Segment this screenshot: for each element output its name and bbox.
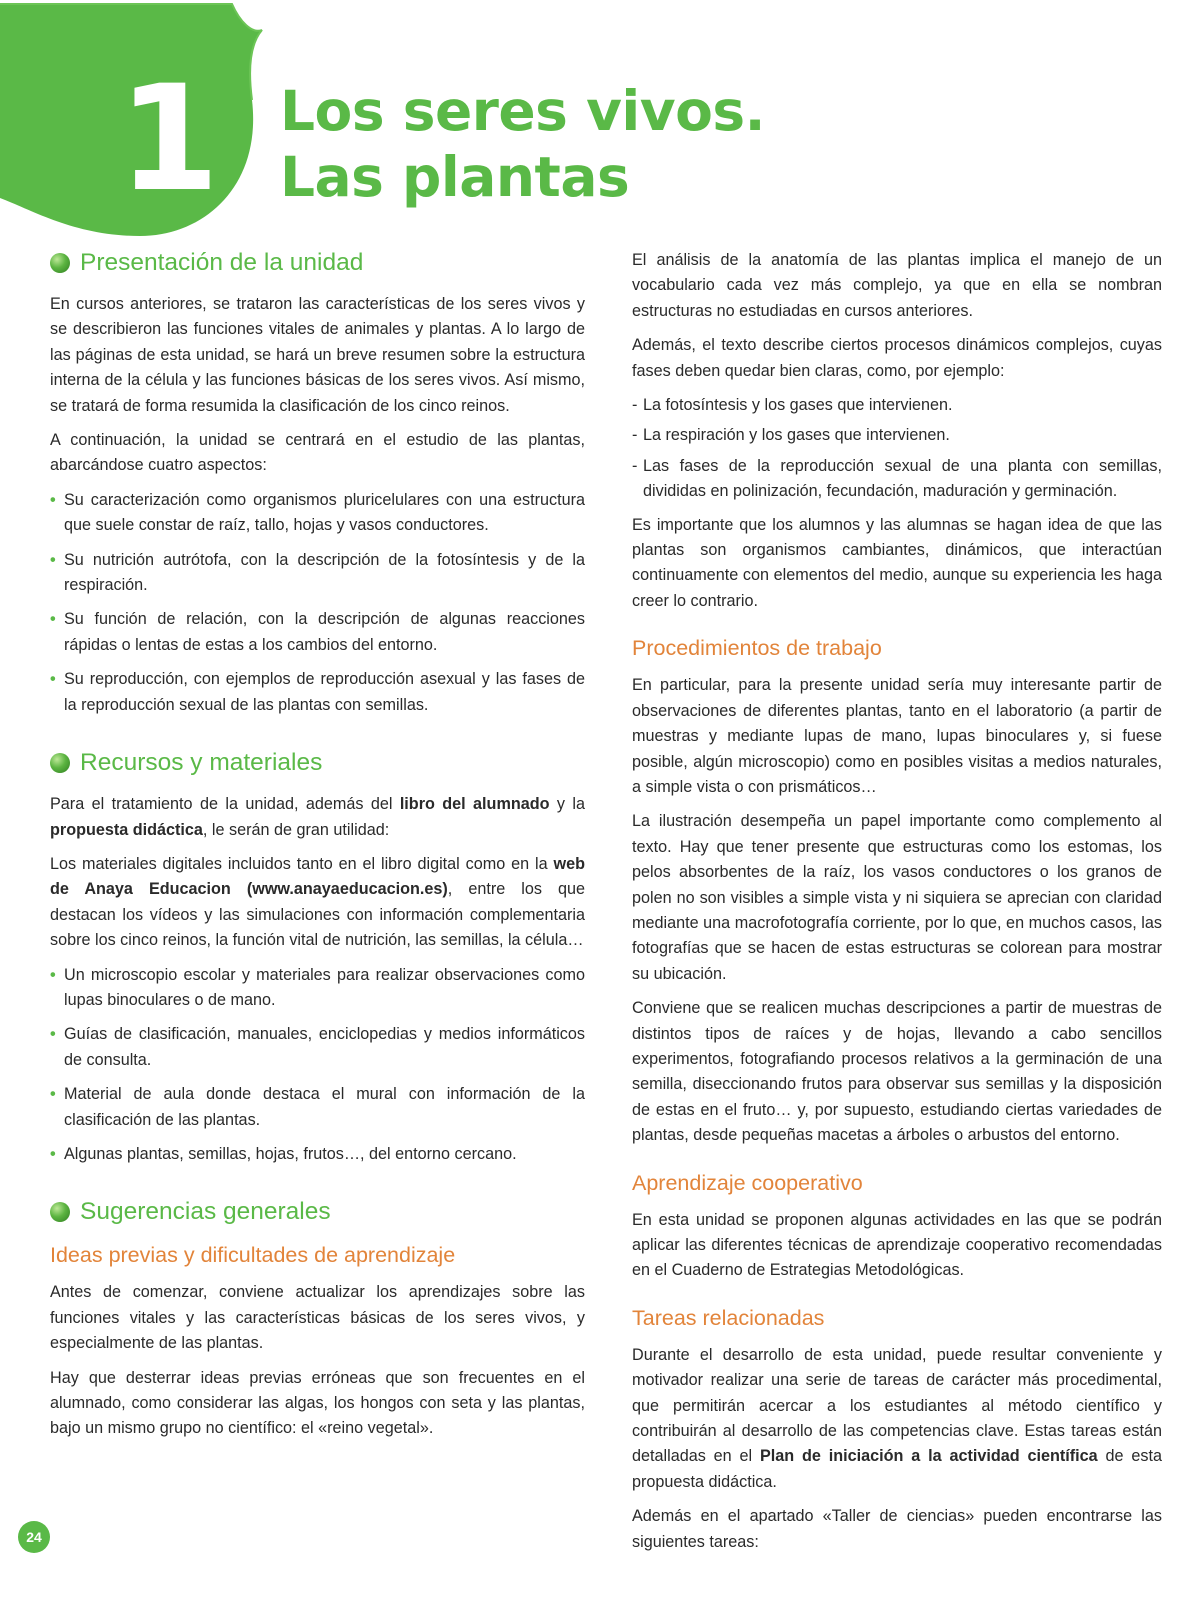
bold-text: libro del alumnado [399,795,550,814]
list-item: • Su caracterización como organismos pluricelulares con una estructura que suele constar de raíz, tallo, hojas y vasos conductores. [50,488,585,539]
title-line-1: Los seres vivos. [280,79,766,143]
bold-text: propuesta didáctica [50,820,203,839]
list-item: - Las fases de la reproducción sexual de una planta con semillas, divididas en polinización, fecundación, maduración y germinación. [632,454,1162,505]
bullet-list [50,488,585,718]
paragraph: En cursos anteriores, se trataron las características de los seres vivos y se describieron las funciones vitales de animales y plantas. A lo largo de las páginas de esta unidad, se hará un breve resumen sobre la estructura interna de la célula y las funciones básicas de los seres vivos. Así mismo, se tratará de forma resumida la clasificación de los cinco reinos. [50,295,585,415]
paragraph: El análisis de la anatomía de las plantas implica el manejo de un vocabulario cada vez más complejo, ya que en ella se nombran estructuras no estudiadas en cursos anteriores. [632,251,1162,320]
list-item: - La fotosíntesis y los gases que intervienen. [632,393,1162,418]
unit-number: 1 [118,54,216,224]
bullet-list [50,963,585,1168]
paragraph: A continuación, la unidad se centrará en el estudio de las plantas, abarcándose cuatro aspectos: [50,431,585,475]
list-item: • Su nutrición autrótofa, con la descripción de la fotosíntesis y de la respiración. [50,548,585,599]
subheading-procedimientos: Procedimientos de trabajo [632,636,882,661]
green-sphere-icon [50,1202,70,1222]
section-heading-label: Sugerencias generales [80,1198,331,1226]
subheading-tareas-relacionadas: Tareas relacionadas [632,1305,825,1330]
list-item: • Su función de relación, con la descripción de algunas reacciones rápidas o lentas de estas a los cambios del entorno. [50,607,585,658]
title-line-2: Las plantas [280,145,630,209]
green-sphere-icon [50,753,70,773]
page-title [280,78,765,210]
section-heading-sugerencias [50,1197,585,1227]
subheading-ideas-previas: Ideas previas y dificultades de aprendizaje [50,1243,456,1268]
list-item: • Algunas plantas, semillas, hojas, frutos…, del entorno cercano. [50,1142,585,1167]
paragraph: Hay que desterrar ideas previas erróneas que son frecuentes en el alumnado, como considerar las algas, los hongos con seta y las plantas, bajo un mismo grupo no científico: el «reino vegetal». [50,1368,585,1438]
paragraph: Antes de comenzar, conviene actualizar los aprendizajes sobre las funciones vitales y las características básicas de los seres vivos, y especialmente de las plantas. [50,1283,585,1353]
left-column [50,248,585,1451]
paragraph: Conviene que se realicen muchas descripciones a partir de muestras de distintos tipos de raíces y de hojas, llevando a cabo sencillos experimentos, fotografiando procesos relativos a la germinación de una semilla, diseccionando frutos para observar sus semillas y la disposición de estas en el fruto… y, por supuesto, estudiando ciertas variedades de plantas, desde pequeñas macetas a árboles o arbustos del entorno. [632,999,1162,1145]
section-heading-recursos [50,748,585,778]
bold-text: Plan de iniciación a la actividad científica [759,1447,1098,1466]
list-item: • Su reproducción, con ejemplos de reproducción asexual y las fases de la reproducción sexual de las plantas con semillas. [50,667,585,718]
section-heading-presentacion [50,248,585,278]
list-item: • Guías de clasificación, manuales, enciclopedias y medios informáticos de consulta. [50,1022,585,1073]
list-item: - La respiración y los gases que intervienen. [632,423,1162,448]
subheading-aprendizaje-cooperativo: Aprendizaje cooperativo [632,1170,863,1195]
bold-text: web de Anaya Educacion (www.anayaeducacion.es) [50,854,585,899]
list-item: • Material de aula donde destaca el mural con información de la clasificación de las plantas. [50,1082,585,1133]
paragraph: En esta unidad se proponen algunas actividades en las que se podrán aplicar las diferentes técnicas de aprendizaje cooperativo recomendadas en el Cuaderno de Estrategias Metodológicas. [632,1210,1162,1280]
page-number-badge: 24 [18,1521,50,1553]
section-heading-label: Presentación de la unidad [80,249,364,276]
green-sphere-icon [50,253,70,273]
paragraph: Durante el desarrollo de esta unidad, puede resultar conveniente y motivador realizar una serie de tareas de carácter más procedimental, que permitirán acercar a los estudiantes al método científico y contribuirán al desarrollo de las competencias clave. Estas tareas están detalladas en el Plan de iniciación a la actividad científica de esta propuesta didáctica. [632,1345,1162,1491]
paragraph: Los materiales digitales incluidos tanto en el libro digital como en la web de Anaya Educacion (www.anayaeducacion.es), entre los que destacan los vídeos y las simulaciones con información complementaria sobre los cinco reinos, la función vital de nutrición, las semillas, la célula… [50,854,586,950]
paragraph: Es importante que los alumnos y las alumnas se hagan idea de que las plantas son organismos cambiantes, dinámicos, que interactúan continuamente con elementos del medio, aunque su experiencia les haga creer lo contrario. [632,515,1162,610]
dash-list [632,393,1162,505]
paragraph: Para el tratamiento de la unidad, además del libro del alumnado y la propuesta didáctica, le serán de gran utilidad: [50,795,585,839]
right-column [632,248,1162,1564]
section-heading-label: Recursos y materiales [80,749,323,777]
paragraph: La ilustración desempeña un papel importante como complemento al texto. Hay que tener presente que estructuras como los estomas, los pelos absorbentes de la raíz, los vasos conductores o los granos de polen no son visibles a simple vista y ni siquiera se aprecian con claridad mediante una macrofotografía corriente, por lo que, en muchos casos, las fotografías que se hacen de estas estructuras se colorean para mostrar su ubicación. [632,812,1162,983]
paragraph: En particular, para la presente unidad sería muy interesante partir de observaciones de diferentes plantas, tanto en el laboratorio (a partir de muestras y mediante lupas de mano, lupas binoculares y, si fuese posible, algún microscopio) como en posibles visitas a medios naturales, a simple vista o con prismáticos… [632,676,1162,796]
paragraph: Además, el texto describe ciertos procesos dinámicos complejos, cuyas fases deben quedar bien claras, como, por ejemplo: [632,336,1162,380]
list-item: • Un microscopio escolar y materiales para realizar observaciones como lupas binoculares o de mano. [50,963,585,1014]
paragraph: Además en el apartado «Taller de ciencias» pueden encontrarse las siguientes tareas: [632,1507,1162,1551]
